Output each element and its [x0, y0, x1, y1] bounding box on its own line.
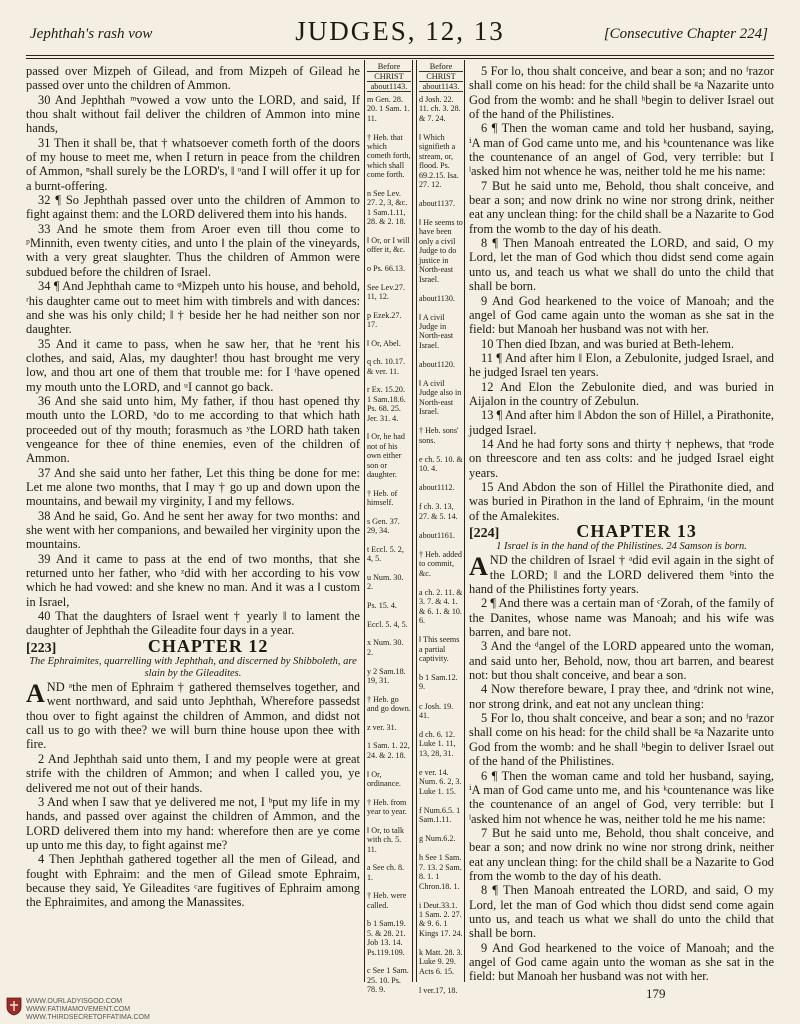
verse: 6 ¶ Then the woman came and told her husband, saying, ⁱA man of God came unto me, and his ᵏcountenance was like the countenance of an angel of God, very terrible: but I ˡasked him not whence he was, neither told he me his name: [469, 121, 774, 179]
header-rule [26, 55, 774, 56]
left-column [26, 64, 360, 910]
verse: 30 And Jephthah ᵐvowed a vow unto the LORD, and said, If thou shalt without fail deliver the children of Ammon into mine hands, [26, 92, 360, 136]
verse: 39 And it came to pass at the end of two months, that she returned unto her father, who ᶻdid with her according to his vow which he had vowed: and she knew no man. And it was a ‖ custom in Israel, [26, 551, 360, 609]
verse: 15 And Abdon the son of Hillel the Pirathonite died, and was buried in Pirathon in the land of Ephraim, ᶠin the mount of the Amalekites. [469, 479, 774, 523]
margin-reference: ‖ Which signifieth a stream, or, flood. Ps. 69.2.15. Isa. 27. 12. [419, 132, 459, 189]
chapter-number: [223] [26, 640, 57, 656]
margin-reference: about1130. [419, 293, 455, 303]
verse: 2 ¶ And there was a certain man of ᶜZorah, of the family of the Danites, whose name was Manoah; and his wife was barren, and bare not. [469, 596, 774, 640]
margin-reference: p Ezek.27. 17. [367, 310, 402, 329]
margin-reference: † Heb. were called. [367, 891, 407, 910]
margin-reference: † Heb. that which cometh forth, which shall come forth. [367, 132, 411, 180]
margin-reference: f Num.6.5. 1 Sam.1.11. [419, 805, 461, 825]
footer-link[interactable]: WWW.OURLADYISGOD.COM [26, 998, 123, 1005]
margin-reference: † Heb. sons' sons. [419, 426, 459, 445]
verse: 36 And she said unto him, My father, if thou hast opened thy mouth unto the LORD, ˣdo to me according to that which hath proceeded out of thy mouth; forasmuch as ʸthe LORD hath taken vengeance for thee of thine enemies, even of the children of Ammon. [26, 393, 360, 466]
verse [26, 680, 360, 752]
column-rule [464, 60, 465, 982]
verse: 31 Then it shall be, that † whatsoever cometh forth of the doors of my house to meet me, when I return in peace from the children of Ammon, ⁿshall surely be the LORD's, ‖ ᵒand I will offer it up for a burnt-offering. [26, 135, 360, 193]
verse: 37 And she said unto her father, Let this thing be done for me: Let me alone two months, that I may † go up and down upon the mountains, and bewail my virginity, I and my fellows. [26, 465, 360, 509]
margin-heading-line: CHRIST [419, 72, 463, 82]
margin-reference: i Deut.33.1. 1 Sam. 2. 27. & 9. 6. 1 Kings 17. 24. [419, 900, 463, 938]
column-rule [412, 60, 413, 982]
footer-urls [26, 998, 150, 1022]
verse: 7 But he said unto me, Behold, thou shalt conceive, and bear a son; and now drink no wine nor strong drink, neither eat any unclean thing: for the child shall be a Nazarite to God from the womb to the day of his death. [469, 825, 774, 883]
verse: 7 But he said unto me, Behold, thou shalt conceive, and bear a son; and now drink no wine nor strong drink, neither eat any unclean thing: for the child shall be a Nazarite to God from the womb to the day of his death. [469, 178, 774, 236]
chapter-heading [26, 635, 360, 656]
header-rule-2 [26, 58, 774, 59]
margin-reference: o Ps. 66.13. [367, 263, 406, 273]
chapter-summary: The Ephraimites, quarrelling with Jephthah, and discerned by Shibboleth, are slain by the Gileadites. [29, 656, 357, 680]
margin-reference: f ch. 3. 13, 27. & 5. 14. [419, 502, 458, 521]
chapter-number: [224] [469, 526, 500, 541]
verse: passed over Mizpeh of Gilead, and from Mizpeh of Gilead he passed over unto the children of Ammon. [26, 64, 360, 93]
margin-reference: e ver. 14. Num. 6. 2, 3. Luke 1. 15. [419, 767, 462, 796]
margin-heading-line: Before [419, 62, 463, 72]
margin-heading [419, 62, 463, 92]
shield-logo-icon [6, 996, 22, 1016]
column-rule [416, 60, 417, 982]
verse: 10 Then died Ibzan, and was buried at Beth-lehem. [481, 336, 735, 351]
margin-reference: b 1 Sam.19. 5. & 28. 21. Job 13. 14. Ps.119.109. [367, 919, 406, 957]
margin-list [419, 95, 463, 995]
chapter-heading [469, 521, 774, 541]
header-left: Jephthah's rash vow [30, 26, 153, 42]
margin-reference: ‖ Or, ordinance. [367, 769, 401, 788]
margin-reference: about1161. [419, 530, 455, 540]
margin-reference: n See Lev. 27. 2, 3, &c. 1 Sam.1.11, 28. & 2. 18. [367, 188, 408, 227]
margin-reference: b 1 Sam.12. 9. [419, 673, 458, 692]
margin-reference: † Heb. from year to year. [367, 797, 407, 816]
margin-reference: ‖ Or, he had not of his own either son or daughter. [367, 432, 405, 479]
margin-reference: ‖ This seems a partial captivity. [419, 635, 460, 663]
margin-heading-line: about1143. [367, 82, 411, 92]
chapter-title: CHAPTER 12 [147, 635, 269, 656]
verse: 5 For lo, thou shalt conceive, and bear a son; and no ᶠrazor shall come on his head: for the child shall be ᵍa Nazarite unto God from the womb: and he shall ʰbegin to deliver Israel out of the hand of the Philistines. [469, 64, 774, 122]
margin-reference: Eccl. 5. 4, 5. [367, 619, 408, 629]
verse: 34 ¶ And Jephthah came to ᵠMizpeh unto his house, and behold, ʳhis daughter came out to meet him with timbrels and with dances: and she was his only child; ‖ † beside her he had neither son nor daughter. [26, 279, 360, 337]
margin-reference: about1120. [419, 359, 455, 369]
margin-reference: z ver. 31. [367, 722, 397, 732]
margin-reference: ‖ Or, to talk with ch. 5. 11. [367, 825, 405, 854]
chapter-summary: 1 Israel is in the hand of the Philistines. 24 Samson is born. [496, 541, 747, 553]
verse: 9 And God hearkened to the voice of Manoah; and the angel of God came again unto the woman as she sat in the field: but Manoah her husband was not with her. [469, 940, 774, 984]
margin-reference: x Num. 30. 2. [367, 638, 404, 657]
verse: 12 And Elon the Zebulonite died, and was buried in Aijalon in the country of Zebulun. [469, 379, 774, 408]
verse: 9 And God hearkened to the voice of Manoah; and the angel of God came again unto the woman as she sat in the field: but Manoah her husband was not with her. [469, 293, 774, 337]
column-rule [364, 60, 365, 982]
page-title: JUDGES, 12, 13 [295, 16, 505, 46]
margin-reference: c See 1 Sam. 25. 10. Ps. 78. 9. [367, 966, 409, 995]
margin-reference: d Josh. 22. 11. ch. 3. 28. & 7. 24. [419, 95, 461, 123]
margin-reference: about1112. [419, 483, 455, 493]
margin-reference: y 2 Sam.18. 19, 31. [367, 666, 406, 685]
margin-reference: g Num.6.2. [419, 834, 456, 844]
margin-reference: k Matt. 28. 3. Luke 9. 29. Acts 6. 15. [419, 947, 463, 976]
margin-heading [367, 62, 411, 92]
margin-list [367, 95, 411, 995]
margin-references-left [367, 62, 411, 995]
page-number: 179 [646, 986, 666, 1001]
margin-reference: ‖ Or, Abel. [367, 338, 401, 348]
margin-reference: e ch. 5. 10. & 10. 4. [419, 454, 463, 474]
verse: 38 And he said, Go. And he sent her away for two months: and she went with her companions, and bewailed her virginity upon the mountains. [26, 508, 360, 552]
margin-reference: q ch. 10.17. & ver. 11. [367, 357, 405, 376]
margin-reference: a See ch. 8. 1. [367, 863, 405, 882]
margin-reference: a ch. 2. 11. & 3. 7. & 4. 1. & 6. 1. & 10. 6. [419, 587, 463, 626]
verse: 5 For lo, thou shalt conceive, and bear a son; and no ᶠrazor shall come on his head: for the child shall be ᵍa Nazarite unto God from the womb: and he shall ʰbegin to deliver Israel out of the hand of the Philistines. [469, 711, 774, 769]
drop-cap: A [26, 679, 45, 709]
verse: 40 That the daughters of Israel went † yearly ‖ to lament the daughter of Jephthah the Gileadite four days in a year. [26, 609, 360, 638]
margin-heading-line: Before [367, 62, 411, 72]
verse: 13 ¶ And after him ‖ Abdon the son of Hillel, a Pirathonite, judged Israel. [469, 408, 774, 437]
margin-heading-line: CHRIST [367, 72, 411, 82]
verse: 4 Now therefore beware, I pray thee, and ᵉdrink not wine, nor strong drink, and eat not any unclean thing: [469, 682, 774, 711]
verse: 4 Then Jephthah gathered together all the men of Gilead, and fought with Ephraim: and the men of Gilead smote Ephraim, because they said, Ye Gileadites ᶜare fugitives of Ephraim among the Ephraimites, and among the Manassites. [26, 852, 360, 910]
margin-reference: r Ex. 15.20. 1 Sam.18.6. Ps. 68. 25. Jer. 31. 4. [367, 385, 406, 423]
margin-reference: l ver.17, 18. [419, 985, 458, 995]
right-column [469, 64, 774, 984]
verse [469, 553, 774, 596]
verse: 8 ¶ Then Manoah entreated the LORD, and said, O my Lord, let the man of God which thou didst send come again unto us, and teach us what we shall do unto the child that shall be born. [469, 236, 774, 294]
margin-reference: h See 1 Sam. 7. 13. 2 Sam. 8. 1. 1 Chron.18. 1. [419, 853, 462, 891]
running-header [18, 12, 782, 52]
margin-reference: † Heb. of himself. [367, 488, 398, 508]
margin-reference: 1 Sam. 1. 22, 24. & 2. 18. [367, 741, 410, 760]
margin-reference: s Gen. 37. 29, 34. [367, 516, 400, 536]
drop-cap: A [469, 552, 488, 582]
margin-references-right [419, 62, 463, 995]
margin-reference: See Lev.27. 11, 12. [367, 282, 405, 301]
margin-reference: ‖ A civil Judge also in North-east Israel. [419, 379, 462, 417]
verse: 11 ¶ And after him ‖ Elon, a Zebulonite, judged Israel, and he judged Israel ten years. [469, 350, 774, 380]
margin-reference: c Josh. 19. 41. [419, 701, 454, 720]
verse: 3 And when I saw that ye delivered me not, I ᵇput my life in my hands, and passed over against the children of Ammon, and the LORD delivered them into my hand: wherefore then are ye come up unto me this day, to fight against me? [26, 794, 360, 852]
margin-reference: t Eccl. 5. 2, 4, 5. [367, 544, 404, 564]
margin-reference: d ch. 6. 12. Luke 1. 11, 13, 28, 31. [419, 730, 456, 758]
verse-text: ND ᵃthe men of Ephraim † gathered themselves together, and went northward, and said unto Jephthah, Wherefore passedst thou over to fight against the children of Ammon, and didst not call us to go with thee? we will burn thine house upon thee with fire. [26, 680, 360, 752]
verse: 8 ¶ Then Manoah entreated the LORD, and said, O my Lord, let the man of God which thou didst send come again unto us, and teach us what we shall do unto the child that shall be born. [469, 883, 774, 941]
verse: 14 And he had forty sons and thirty † nephews, that ᵉrode on threescore and ten ass colts: and he judged Israel eight years. [469, 436, 774, 480]
verse-text: ND the children of Israel † ᵃdid evil again in the sight of the LORD; ‖ and the LORD delivered them ᵇinto the hand of the Philistines forty years. [469, 553, 774, 597]
header-right: [Consecutive Chapter 224] [603, 26, 768, 42]
margin-reference: ‖ Or, or I will offer it, &c. [367, 235, 410, 255]
margin-reference: about1137. [419, 199, 455, 208]
footer-link[interactable]: WWW.FATIMAMOVEMENT.COM [26, 1006, 131, 1013]
margin-heading-line: about1143. [419, 82, 463, 92]
margin-reference: m Gen. 28. 20. 1 Sam. 1. 11. [367, 95, 410, 123]
verse: 35 And it came to pass, when he saw her, that he ˢrent his clothes, and said, Alas, my daughter! thou hast brought me very low, and thou art one of them that trouble me: for I ᵗhave opened my mouth unto the LORD, and ᵘI cannot go back. [26, 336, 360, 394]
verse: 2 And Jephthah said unto them, I and my people were at great strife with the children of Ammon; and when I called you, ye delivered me not out of their hands. [26, 751, 360, 795]
margin-reference: ‖ A civil Judge in North-east Israel. [419, 312, 454, 350]
margin-reference: ‖ He seems to have been only a civil Judge to do justice in North-east Israel. [419, 218, 463, 284]
verse: 3 And the ᵈangel of the LORD appeared unto the woman, and said unto her, Behold, now, thou art barren, and bearest not: but thou shalt conceive, and bear a son. [469, 639, 774, 683]
margin-reference: † Heb. go and go down. [367, 694, 411, 714]
margin-reference: † Heb. added to commit, &c. [419, 549, 462, 578]
margin-reference: Ps. 15. 4. [367, 601, 397, 611]
footer-link[interactable]: WWW.THIRDSECRETOFFATIMA.COM [26, 1014, 150, 1021]
verse: 33 And he smote them from Aroer even till thou come to ᵖMinnith, even twenty cities, and unto ‖ the plain of the vineyards, with a very great slaughter. Thus the children of Ammon were subdued before the children of Israel. [26, 221, 360, 279]
verse: 6 ¶ Then the woman came and told her husband, saying, ⁱA man of God came unto me, and his ᵏcountenance was like the countenance of an angel of God, very terrible: but I ˡasked him not whence he was, neither told he me his name: [469, 768, 774, 826]
chapter-title: CHAPTER 13 [576, 521, 697, 541]
verse: 32 ¶ So Jephthah passed over unto the children of Ammon to fight against them: and the LORD delivered them into his hands. [26, 193, 360, 222]
margin-reference: u Num. 30. 2. [367, 572, 404, 592]
